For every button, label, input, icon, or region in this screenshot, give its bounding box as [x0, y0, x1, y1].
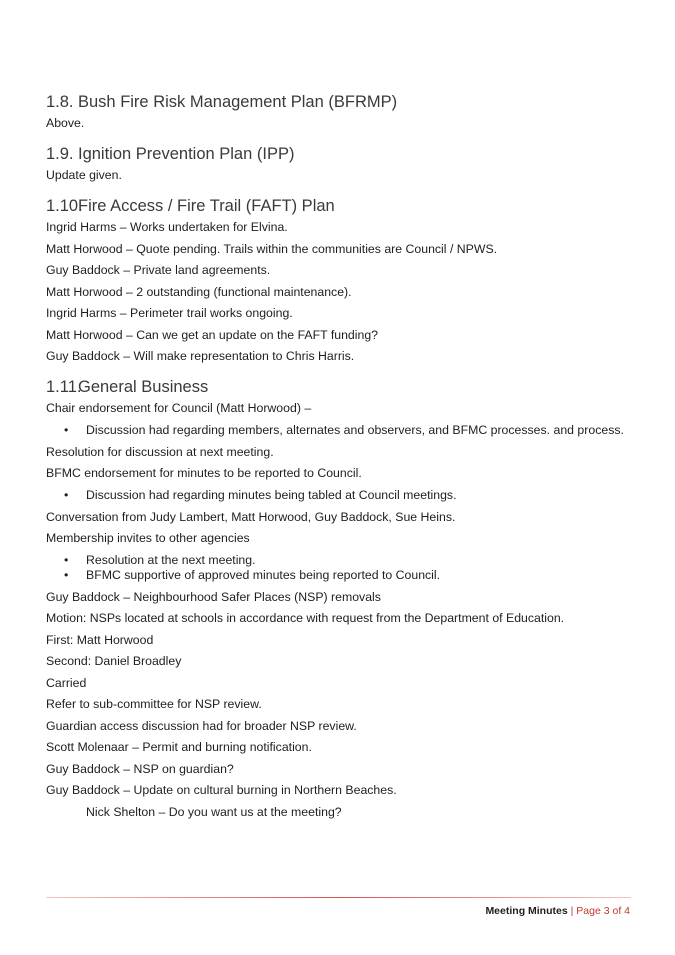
paragraph: Guardian access discussion had for broader NSP review.	[46, 718, 357, 733]
bullet-list	[46, 488, 636, 503]
paragraph: Matt Horwood – 2 outstanding (functional maintenance).	[46, 284, 352, 299]
footer-separator: |	[570, 905, 574, 917]
paragraph: Ingrid Harms – Works undertaken for Elvina.	[46, 220, 288, 234]
section-heading-ipp: 1.9. Ignition Prevention Plan (IPP)	[46, 145, 295, 163]
paragraph: Motion: NSPs located at schools in accordance with request from the Department of Education.	[46, 611, 565, 625]
paragraph: Guy Baddock – Private land agreements.	[46, 263, 271, 277]
indented-paragraph: Nick Shelton – Do you want us at the meeting?	[86, 804, 342, 819]
paragraph: Guy Baddock – Will make representation to Chris Harris.	[46, 349, 355, 363]
paragraph: First: Matt Horwood	[46, 632, 154, 647]
section-heading-bfrmp: 1.8. Bush Fire Risk Management Plan (BFRMP)	[46, 93, 398, 111]
paragraph: Guy Baddock – Update on cultural burning in Northern Beaches.	[46, 783, 397, 797]
paragraph: Second: Daniel Broadley	[46, 654, 182, 668]
paragraph: Refer to sub-committee for NSP review.	[46, 697, 262, 711]
paragraph: Matt Horwood – Can we get an update on the FAFT funding?	[46, 327, 378, 342]
document-body	[46, 92, 636, 820]
page-footer	[485, 905, 630, 917]
page-number: Page 3 of 4	[576, 905, 630, 917]
paragraph: Guy Baddock – NSP on guardian?	[46, 761, 234, 776]
paragraph: Matt Horwood – Quote pending. Trails within the communities are Council / NPWS.	[46, 241, 498, 256]
paragraph: Ingrid Harms – Perimeter trail works ongoing.	[46, 306, 293, 320]
paragraph: BFMC endorsement for minutes to be reported to Council.	[46, 466, 362, 480]
section-heading-general-business: 1.11.General Business	[46, 378, 209, 396]
list-item: • Discussion had regarding members, alternates and observers, and BFMC processes. and process.	[46, 423, 636, 438]
bullet-list	[46, 423, 636, 438]
list-item: • Resolution at the next meeting.	[46, 553, 636, 568]
footer-divider	[46, 897, 631, 898]
list-item: • Discussion had regarding minutes being tabled at Council meetings.	[46, 488, 636, 503]
paragraph: Chair endorsement for Council (Matt Horwood) –	[46, 401, 312, 415]
paragraph: Membership invites to other agencies	[46, 531, 250, 545]
section-heading-faft: 1.10.Fire Access / Fire Trail (FAFT) Plan	[46, 197, 335, 215]
paragraph: Scott Molenaar – Permit and burning notification.	[46, 740, 312, 754]
footer-title: Meeting Minutes	[485, 905, 568, 917]
paragraph: Above.	[46, 116, 85, 130]
paragraph: Conversation from Judy Lambert, Matt Horwood, Guy Baddock, Sue Heins.	[46, 509, 456, 524]
bullet-list	[46, 553, 636, 583]
paragraph: Resolution for discussion at next meeting.	[46, 444, 274, 459]
paragraph: Update given.	[46, 168, 122, 182]
list-item: • BFMC supportive of approved minutes being reported to Council.	[46, 568, 636, 583]
paragraph: Guy Baddock – Neighbourhood Safer Places (NSP) removals	[46, 589, 381, 604]
paragraph: Carried	[46, 675, 87, 690]
